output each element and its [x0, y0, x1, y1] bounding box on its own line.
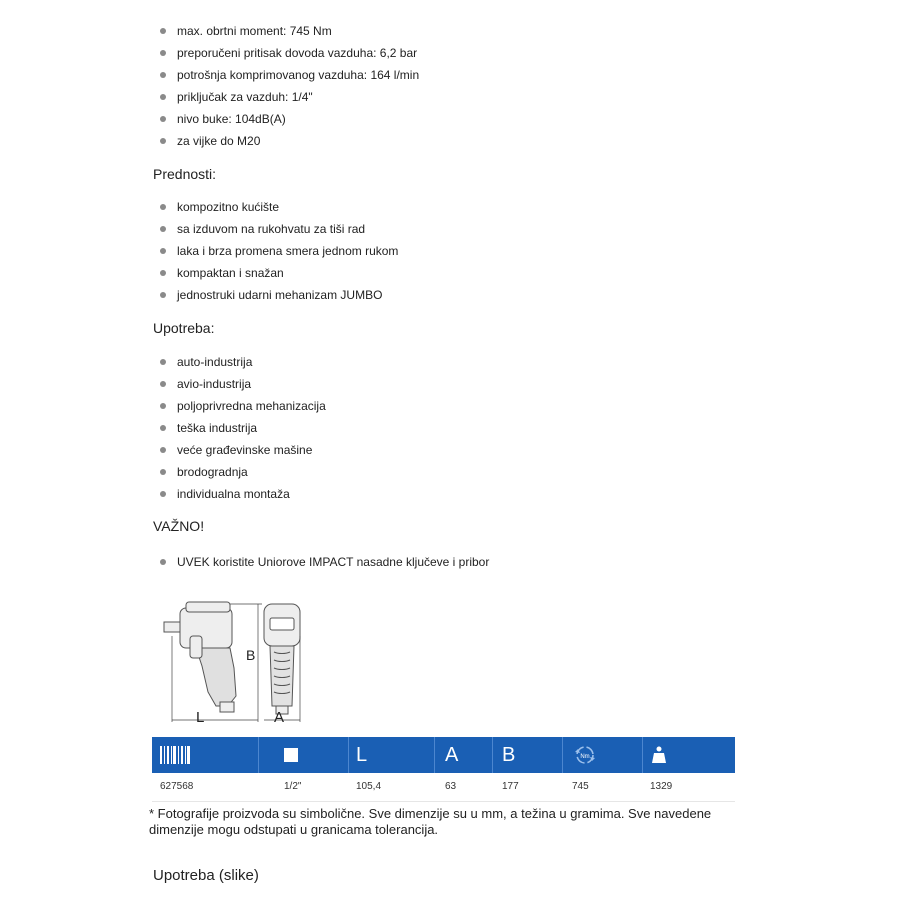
section-heading-vazno: VAŽNO!	[153, 518, 205, 534]
prednosti-list	[160, 196, 398, 306]
list-item: poljoprivredna mehanizacija	[160, 395, 326, 417]
impact-wrench-drawing	[150, 596, 330, 732]
list-item: nivo buke: 104dB(A)	[160, 108, 419, 130]
list-item: jednostruki udarni mehanizam JUMBO	[160, 284, 398, 306]
weight-icon	[650, 737, 668, 773]
list-item: UVEK koristite Uniorove IMPACT nasadne ključeve i pribor	[160, 551, 489, 573]
torque-nm-icon	[572, 737, 598, 773]
dimension-label-a: A	[274, 709, 285, 726]
list-item: kompaktan i snažan	[160, 262, 398, 284]
list-item: max. obrtni moment: 745 Nm	[160, 20, 419, 42]
table-row	[152, 773, 735, 802]
list-item: priključak za vazduh: 1/4"	[160, 86, 419, 108]
dimension-label-l: L	[196, 709, 205, 726]
section-heading-upotreba: Upotreba:	[153, 320, 215, 336]
upotreba-list	[160, 351, 326, 505]
header-b: B	[502, 744, 516, 766]
list-item: veće građevinske mašine	[160, 439, 326, 461]
list-item: auto-industrija	[160, 351, 326, 373]
spec-list	[160, 20, 419, 152]
section-heading-prednosti: Prednosti:	[153, 166, 217, 182]
cell-weight: 1329	[650, 781, 673, 792]
cell-torque: 745	[572, 781, 589, 792]
list-item: avio-industrija	[160, 373, 326, 395]
header-l: L	[356, 744, 368, 766]
list-item: teška industrija	[160, 417, 326, 439]
barcode-icon	[160, 737, 190, 773]
dimension-label-b: B	[246, 647, 256, 663]
cell-drive: 1/2"	[284, 781, 302, 792]
list-item: potrošnja komprimovanog vazduha: 164 l/min	[160, 64, 419, 86]
cell-b: 177	[502, 781, 519, 792]
section-heading-upotreba-slike: Upotreba (slike)	[153, 867, 259, 884]
vazno-list	[160, 551, 489, 573]
list-item: preporučeni pritisak dovoda vazduha: 6,2 bar	[160, 42, 419, 64]
cell-a: 63	[445, 781, 457, 792]
square-drive-icon	[284, 737, 298, 773]
list-item: individualna montaža	[160, 483, 326, 505]
cell-l: 105,4	[356, 781, 382, 792]
list-item: brodogradnja	[160, 461, 326, 483]
torque-unit-label: Nm	[580, 754, 590, 760]
list-item: sa izduvom na rukohvatu za tiši rad	[160, 218, 398, 240]
wrench-front-view	[264, 604, 300, 714]
disclaimer-note: * Fotografije proizvoda su simbolične. Sve dimenzije su u mm, a težina u gramima. Sve navedene dimenzije mogu odstupati u granicama tolerancija.	[149, 806, 712, 837]
spec-table-header	[152, 737, 735, 773]
header-a: A	[445, 744, 459, 766]
cell-code: 627568	[160, 781, 194, 792]
spec-table	[152, 737, 735, 802]
list-item: laka i brza promena smera jednom rukom	[160, 240, 398, 262]
wrench-side-view	[164, 602, 236, 712]
list-item: kompozitno kućište	[160, 196, 398, 218]
list-item: za vijke do M20	[160, 130, 419, 152]
